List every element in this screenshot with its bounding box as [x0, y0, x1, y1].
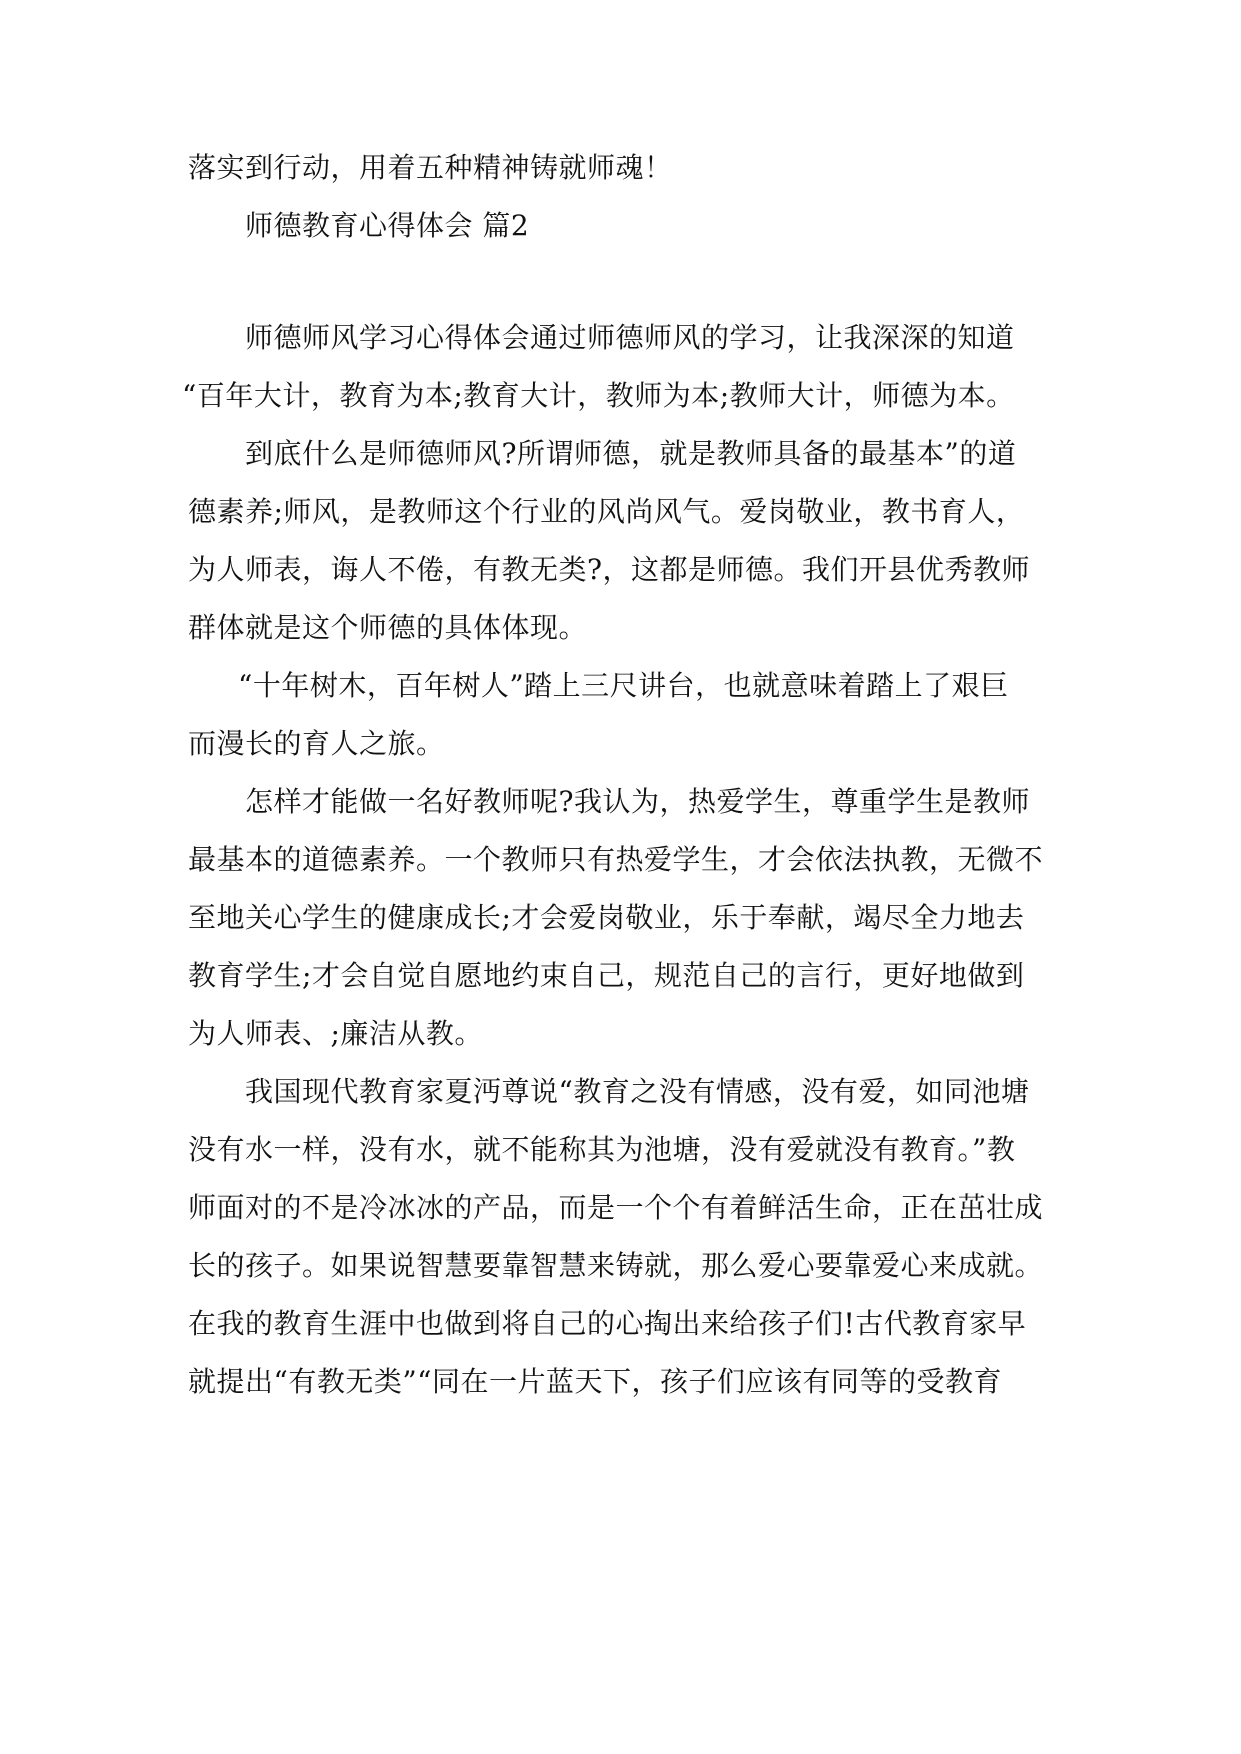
text-line: 教育学生;才会自觉自愿地约束自己，规范自己的言行，更好地做到 [188, 959, 1025, 992]
text-line: 在我的教育生涯中也做到将自己的心掏出来给孩子们!古代教育家早 [188, 1307, 1027, 1340]
text-line: 没有水一样，没有水，就不能称其为池塘，没有爱就没有教育。”教 [188, 1133, 1016, 1166]
text-line: 师面对的不是冷冰冰的产品，而是一个个有着鲜活生命，正在茁壮成 [188, 1191, 1044, 1224]
text-line: 德素养;师风，是教师这个行业的风尚风气。爱岗敬业，教书育人， [188, 495, 1025, 528]
text-line: 为人师表，诲人不倦，有教无类?，这都是师德。我们开县优秀教师 [188, 553, 1031, 586]
text-line: 长的孩子。如果说智慧要靠智慧来铸就，那么爱心要靠爱心来成就。 [188, 1249, 1044, 1282]
text-line: 我国现代教育家夏沔尊说“教育之没有情感，没有爱，如同池塘 [245, 1075, 1030, 1108]
text-line: 最基本的道德素养。一个教师只有热爱学生，才会依法执教，无微不 [188, 843, 1044, 876]
text-line: 落实到行动，用着五种精神铸就师魂！ [188, 151, 673, 184]
text-line: 师德师风学习心得体会通过师德师风的学习，让我深深的知道 [245, 321, 1015, 354]
text-line: 就提出“有教无类”“同在一片蓝天下，孩子们应该有同等的受教育 [188, 1365, 1002, 1398]
text-line: 群体就是这个师德的具体体现。 [188, 611, 588, 644]
text-line: 怎样才能做一名好教师呢?我认为，热爱学生，尊重学生是教师 [245, 785, 1031, 818]
text-line: 到底什么是师德师风?所谓师德，就是教师具备的最基本”的道 [245, 437, 1017, 470]
text-line: 而漫长的育人之旅。 [188, 727, 445, 760]
text-line: 为人师表、;廉洁从教。 [188, 1017, 483, 1050]
text-line: 至地关心学生的健康成长;才会爱岗敬业，乐于奉献，竭尽全力地去 [188, 901, 1025, 934]
text-line: “十年树木，百年树人”踏上三尺讲台，也就意味着踏上了艰巨 [238, 669, 1009, 702]
text-line: “百年大计，教育为本;教育大计，教师为本;教师大计，师德为本。 [182, 379, 1015, 412]
section-heading: 师德教育心得体会 篇2 [245, 209, 530, 242]
